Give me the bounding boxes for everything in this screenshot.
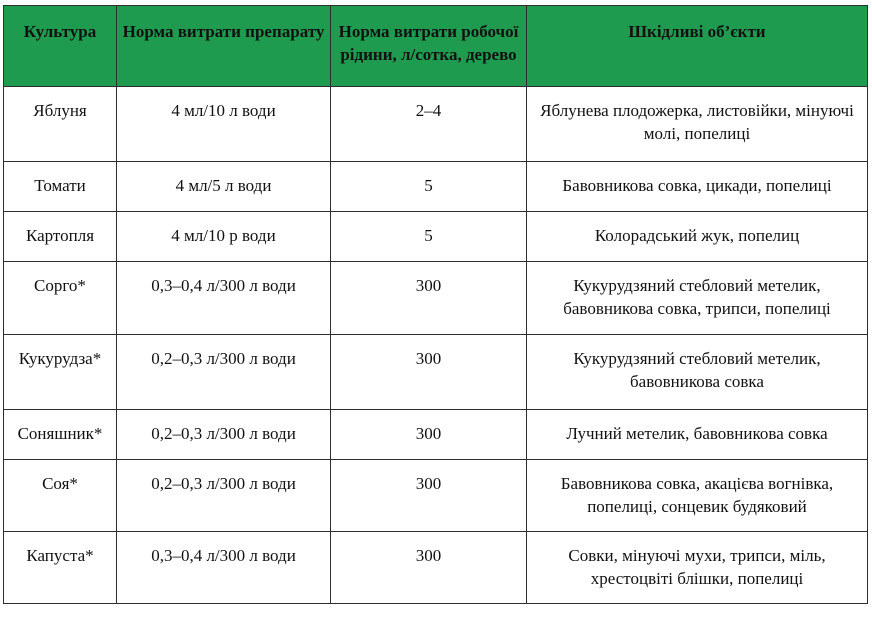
cell-rate: 0,2–0,3 л/300 л води (117, 410, 331, 460)
table-row (4, 335, 868, 410)
cell-liquid: 300 (331, 532, 527, 604)
table-row (4, 87, 868, 162)
table-row (4, 212, 868, 262)
table-row (4, 410, 868, 460)
cell-liquid: 2–4 (331, 87, 527, 162)
cell-pests: Совки, мінуючі мухи, трипси, міль, хрестоцвіті блішки, попелиці (527, 532, 868, 604)
table-header-row (4, 6, 868, 87)
cell-crop: Капуста* (4, 532, 117, 604)
cell-rate: 0,2–0,3 л/300 л води (117, 460, 331, 532)
cell-liquid: 300 (331, 460, 527, 532)
cell-pests: Лучний метелик, бавовникова совка (527, 410, 868, 460)
cell-crop: Картопля (4, 212, 117, 262)
cell-liquid: 5 (331, 212, 527, 262)
cell-liquid: 5 (331, 162, 527, 212)
cell-rate: 0,3–0,4 л/300 л води (117, 532, 331, 604)
cell-liquid: 300 (331, 410, 527, 460)
cell-rate: 4 мл/10 р води (117, 212, 331, 262)
pesticide-rates-table (3, 5, 868, 604)
header-pests: Шкідливі об’єкти (527, 6, 868, 87)
table-row (4, 460, 868, 532)
cell-crop: Яблуня (4, 87, 117, 162)
cell-crop: Сорго* (4, 262, 117, 335)
table-row (4, 532, 868, 604)
cell-rate: 0,3–0,4 л/300 л води (117, 262, 331, 335)
header-crop: Культура (4, 6, 117, 87)
cell-rate: 4 мл/10 л води (117, 87, 331, 162)
cell-pests: Бавовникова совка, акацієва вогнівка, попелиці, сонцевик будяковий (527, 460, 868, 532)
cell-liquid: 300 (331, 335, 527, 410)
header-liquid-rate: Норма витрати робочої рідини, л/сотка, дерево (331, 6, 527, 87)
cell-rate: 0,2–0,3 л/300 л води (117, 335, 331, 410)
cell-pests: Кукурудзяний стебловий метелик, бавовникова совка (527, 335, 868, 410)
table-row (4, 162, 868, 212)
cell-pests: Колорадський жук, попелиц (527, 212, 868, 262)
cell-crop: Соняшник* (4, 410, 117, 460)
table-row (4, 262, 868, 335)
cell-rate: 4 мл/5 л води (117, 162, 331, 212)
cell-pests: Яблунева плодожерка, листовійки, мінуючі молі, попелиці (527, 87, 868, 162)
cell-pests: Кукурудзяний стебловий метелик, бавовникова совка, трипси, попелиці (527, 262, 868, 335)
cell-pests: Бавовникова совка, цикади, попелиці (527, 162, 868, 212)
cell-crop: Кукурудза* (4, 335, 117, 410)
cell-liquid: 300 (331, 262, 527, 335)
cell-crop: Томати (4, 162, 117, 212)
cell-crop: Соя* (4, 460, 117, 532)
header-product-rate: Норма витрати препарату (117, 6, 331, 87)
